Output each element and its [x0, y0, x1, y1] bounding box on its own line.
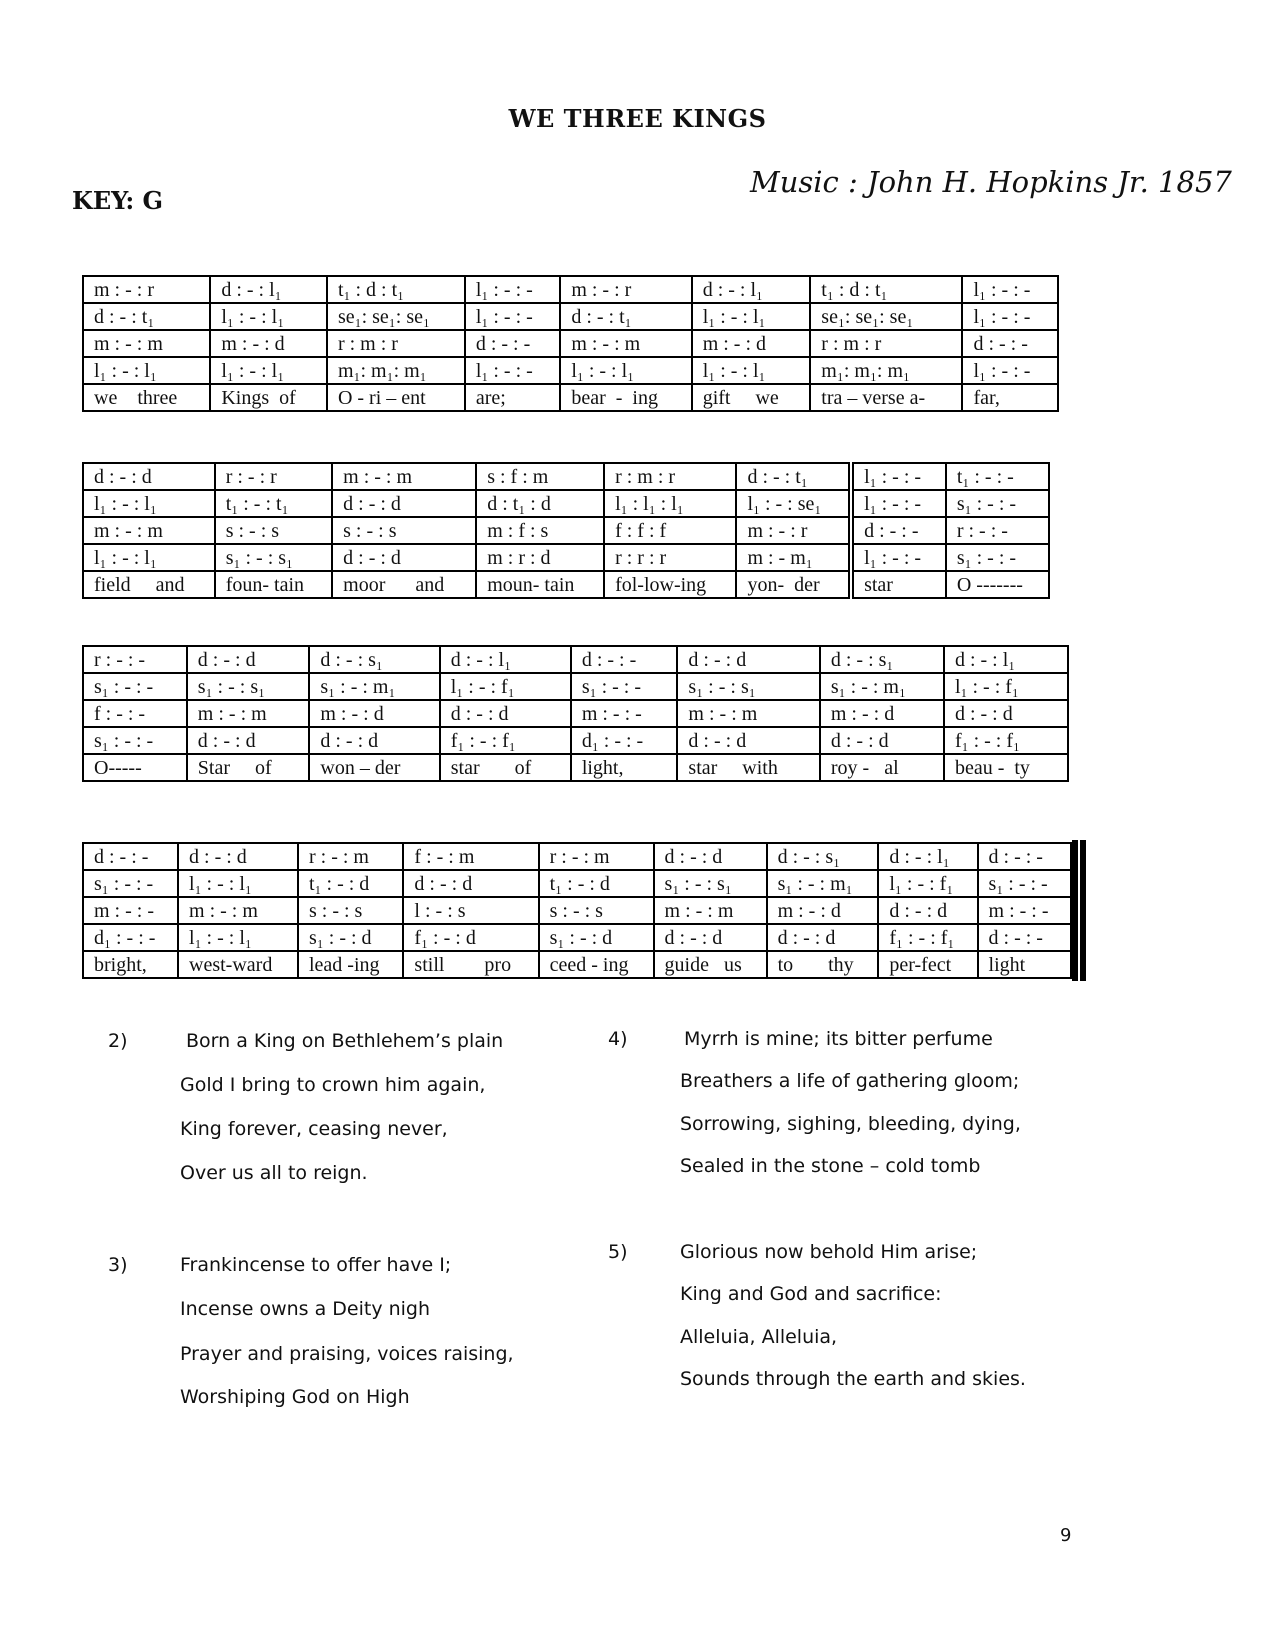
solfa-cell: l₁ : - : l₁ [210, 357, 327, 384]
lyrics-row [83, 571, 1049, 598]
verse-line: Worshiping God on High [180, 1386, 410, 1408]
solfa-cell: m : - : m [332, 463, 476, 490]
lyric-cell: ceed - ing [539, 951, 654, 978]
solfa-cell: l₁ : - : - [465, 357, 560, 384]
solfa-cell: m : - : d [820, 700, 944, 727]
solfa-cell: d : - : l₁ [440, 646, 571, 673]
solfa-cell: r : m : r [810, 330, 962, 357]
verse-line: Alleluia, Alleluia, [680, 1326, 838, 1348]
part-row [83, 330, 1058, 357]
solfa-cell: r : m : r [327, 330, 465, 357]
solfa-cell: d : - : d [677, 727, 819, 754]
part-row [83, 897, 1071, 924]
solfa-cell: s₁ : - : - [83, 673, 187, 700]
solfa-cell: m : - : m [560, 330, 691, 357]
verse-number: 4) [608, 1028, 628, 1050]
part-row [83, 924, 1071, 951]
solfa-cell: f₁ : - : f₁ [944, 727, 1068, 754]
lyric-cell: Kings of [210, 384, 327, 411]
solfa-cell: d : - : s₁ [767, 843, 879, 870]
lyric-cell: star of [440, 754, 571, 781]
verse-line: Glorious now behold Him arise; [680, 1241, 978, 1263]
solfa-cell: s₁ : - : - [946, 490, 1049, 517]
solfa-cell: m : - : m [187, 700, 310, 727]
verse-number: 5) [608, 1241, 628, 1263]
solfa-cell: f : - : - [83, 700, 187, 727]
solfa-cell: s₁ : - : - [571, 673, 678, 700]
solfa-cell: m : - : d [309, 700, 439, 727]
solfa-cell: l₁ : - : - [465, 276, 560, 303]
solfa-cell: d : - : d [83, 463, 215, 490]
solfa-cell: r : - : r [215, 463, 332, 490]
solfa-cell: m : - : - [571, 700, 678, 727]
verse-line: Sounds through the earth and skies. [680, 1368, 1026, 1390]
lyric-cell: foun- tain [215, 571, 332, 598]
solfa-cell: m : f : s [476, 517, 604, 544]
solfa-cell: d : - : d [332, 544, 476, 571]
lyric-cell: light, [571, 754, 678, 781]
lyrics-row [83, 384, 1058, 411]
solfa-cell: l₁ : - : l₁ [83, 544, 215, 571]
solfa-cell: l₁ : - : l₁ [178, 924, 298, 951]
solfa-cell: s₁ : - : m₁ [767, 870, 879, 897]
solfa-cell: d : - : - [83, 843, 178, 870]
part-row [83, 463, 1049, 490]
lyric-cell: beau - ty [944, 754, 1068, 781]
lyric-cell: to thy [767, 951, 879, 978]
lyric-cell: yon- der [736, 571, 851, 598]
part-row [83, 673, 1068, 700]
part-row [83, 303, 1058, 330]
solfa-cell: d : - : - [851, 517, 946, 544]
solfa-cell: l₁ : - : l₁ [83, 490, 215, 517]
page-number: 9 [1060, 1525, 1072, 1546]
lyrics-row [83, 951, 1071, 978]
solfa-cell: m : r : d [476, 544, 604, 571]
solfa-cell: m : - : r [83, 276, 210, 303]
lyric-cell: tra – verse a- [810, 384, 962, 411]
verse-line: Myrrh is mine; its bitter perfume [684, 1028, 993, 1050]
solfa-cell: l₁ : - : - [851, 463, 946, 490]
solfa-cell: s₁ : - : m₁ [820, 673, 944, 700]
lyric-cell: moun- tain [476, 571, 604, 598]
solfa-cell: t₁ : d : t₁ [327, 276, 465, 303]
lyric-cell: star [851, 571, 946, 598]
solfa-cell: d : - : s₁ [309, 646, 439, 673]
solfa-cell: t₁ : - : - [946, 463, 1049, 490]
solfa-cell: f₁ : - : f₁ [440, 727, 571, 754]
lyric-cell: roy - al [820, 754, 944, 781]
part-row [83, 727, 1068, 754]
solfa-cell: d : - : l₁ [692, 276, 811, 303]
solfa-cell: r : - : - [83, 646, 187, 673]
solfa-cell: r : - : m [298, 843, 403, 870]
verse-line: Gold I bring to crown him again, [180, 1074, 486, 1096]
solfa-cell: d : - : d [677, 646, 819, 673]
solfa-cell: l₁ : - : - [465, 303, 560, 330]
solfa-cell: s : - : s [332, 517, 476, 544]
part-row [83, 870, 1071, 897]
part-row [83, 544, 1049, 571]
lyric-cell: guide us [654, 951, 767, 978]
verse-line: Incense owns a Deity nigh [180, 1298, 431, 1320]
solfa-cell: m : - : m [654, 897, 767, 924]
solfa-cell: m₁: m₁: m₁ [327, 357, 465, 384]
page-title: WE THREE KINGS [508, 104, 767, 133]
solfa-cell: l₁ : - : l₁ [178, 870, 298, 897]
solfa-cell: s₁ : - : s₁ [677, 673, 819, 700]
solfa-cell: l : - : s [403, 897, 538, 924]
lyric-cell: won – der [309, 754, 439, 781]
solfa-cell: s₁ : - : s₁ [187, 673, 310, 700]
solfa-cell: d : - : d [654, 843, 767, 870]
solfa-cell: l₁ : - : - [962, 357, 1058, 384]
solfa-cell: f : - : m [403, 843, 538, 870]
solfa-cell: d₁ : - : - [83, 924, 178, 951]
solfa-cell: m : - : d [210, 330, 327, 357]
solfa-cell: l₁ : - : f₁ [440, 673, 571, 700]
solfa-system-1 [82, 275, 1059, 412]
solfa-cell: d : - : l₁ [944, 646, 1068, 673]
solfa-cell: s₁ : - : - [946, 544, 1049, 571]
verse-line: King forever, ceasing never, [180, 1118, 448, 1140]
solfa-cell: d : - : d [187, 646, 310, 673]
solfa-cell: d : - : d [878, 897, 977, 924]
solfa-system-2 [82, 462, 1050, 599]
solfa-cell: d : - : d [309, 727, 439, 754]
solfa-cell: l₁ : - : f₁ [878, 870, 977, 897]
solfa-cell: l₁ : - : - [962, 276, 1058, 303]
solfa-cell: d : t₁ : d [476, 490, 604, 517]
solfa-cell: s : - : s [215, 517, 332, 544]
verse-line: Born a King on Bethlehem’s plain [186, 1030, 504, 1052]
solfa-cell: t₁ : - : d [539, 870, 654, 897]
lyric-cell: we three [83, 384, 210, 411]
solfa-cell: l₁ : - : l₁ [210, 303, 327, 330]
verse-line: Over us all to reign. [180, 1162, 368, 1184]
solfa-cell: d : - : l₁ [878, 843, 977, 870]
solfa-cell: s₁ : - : m₁ [309, 673, 439, 700]
solfa-cell: d : - : t₁ [560, 303, 691, 330]
verse-line: King and God and sacrifice: [680, 1283, 942, 1305]
solfa-cell: d : - : d [767, 924, 879, 951]
solfa-cell: d : - : d [944, 700, 1068, 727]
solfa-cell: r : m : r [604, 463, 736, 490]
solfa-cell: s : - : s [539, 897, 654, 924]
solfa-cell: l₁ : - : - [962, 303, 1058, 330]
solfa-cell: s₁ : - : d [298, 924, 403, 951]
solfa-cell: m : - : - [978, 897, 1071, 924]
lyric-cell: still pro [403, 951, 538, 978]
solfa-cell: m : - : m [83, 330, 210, 357]
composer-credit: Music : John H. Hopkins Jr. 1857 [750, 165, 1232, 199]
solfa-cell: s₁ : - : - [83, 870, 178, 897]
solfa-cell: se₁: se₁: se₁ [327, 303, 465, 330]
lyric-cell: Star of [187, 754, 310, 781]
solfa-cell: s₁ : - : d [539, 924, 654, 951]
solfa-cell: d : - : l₁ [210, 276, 327, 303]
solfa-cell: s₁ : - : s₁ [654, 870, 767, 897]
solfa-cell: d : - : d [440, 700, 571, 727]
solfa-cell: se₁: se₁: se₁ [810, 303, 962, 330]
part-row [83, 357, 1058, 384]
solfa-cell: d : - : - [962, 330, 1058, 357]
solfa-cell: s₁ : - : s₁ [215, 544, 332, 571]
solfa-cell: f : f : f [604, 517, 736, 544]
solfa-cell: d : - : t₁ [736, 463, 851, 490]
verse-line: Breathers a life of gathering gloom; [680, 1070, 1020, 1092]
lyric-cell: lead -ing [298, 951, 403, 978]
lyric-cell: far, [962, 384, 1058, 411]
solfa-cell: f₁ : - : d [403, 924, 538, 951]
final-barline [1072, 840, 1086, 981]
lyric-cell: O ------- [946, 571, 1049, 598]
solfa-cell: d : - : d [178, 843, 298, 870]
solfa-cell: l₁ : l₁ : l₁ [604, 490, 736, 517]
lyrics-row [83, 754, 1068, 781]
solfa-cell: r : r : r [604, 544, 736, 571]
lyric-cell: gift we [692, 384, 811, 411]
lyric-cell: per-fect [878, 951, 977, 978]
lyric-cell: O----- [83, 754, 187, 781]
solfa-cell: l₁ : - : l₁ [692, 357, 811, 384]
verse-line: Sealed in the stone – cold tomb [680, 1155, 981, 1177]
solfa-cell: d : - : - [465, 330, 560, 357]
solfa-cell: t₁ : - : t₁ [215, 490, 332, 517]
solfa-cell: l₁ : - : l₁ [692, 303, 811, 330]
lyric-cell: bright, [83, 951, 178, 978]
solfa-cell: d : - : d [332, 490, 476, 517]
verse-number: 3) [108, 1254, 128, 1276]
solfa-cell: s : f : m [476, 463, 604, 490]
solfa-system-3 [82, 645, 1069, 782]
part-row [83, 843, 1071, 870]
solfa-cell: d : - : d [654, 924, 767, 951]
solfa-cell: l₁ : - : - [851, 490, 946, 517]
solfa-cell: l₁ : - : f₁ [944, 673, 1068, 700]
lyric-cell: moor and [332, 571, 476, 598]
solfa-cell: d : - : s₁ [820, 646, 944, 673]
verse-line: Frankincense to offer have I; [180, 1254, 452, 1276]
lyric-cell: west-ward [178, 951, 298, 978]
lyric-cell: star with [677, 754, 819, 781]
solfa-cell: m : - : d [692, 330, 811, 357]
solfa-cell: r : - : - [946, 517, 1049, 544]
part-row [83, 276, 1058, 303]
lyric-cell: field and [83, 571, 215, 598]
solfa-cell: d : - : d [187, 727, 310, 754]
solfa-cell: r : - : m [539, 843, 654, 870]
solfa-cell: d : - : - [571, 646, 678, 673]
solfa-cell: m : - : r [560, 276, 691, 303]
solfa-cell: d : - : d [820, 727, 944, 754]
lyric-cell: fol-low-ing [604, 571, 736, 598]
lyric-cell: bear - ing [560, 384, 691, 411]
solfa-cell: t₁ : - : d [298, 870, 403, 897]
solfa-cell: d : - : t₁ [83, 303, 210, 330]
part-row [83, 490, 1049, 517]
solfa-cell: m : - : r [736, 517, 851, 544]
solfa-cell: m : - : m [178, 897, 298, 924]
solfa-cell: l₁ : - : l₁ [560, 357, 691, 384]
part-row [83, 646, 1068, 673]
solfa-cell: l₁ : - : - [851, 544, 946, 571]
solfa-cell: d₁ : - : - [571, 727, 678, 754]
lyric-cell: light [978, 951, 1071, 978]
solfa-cell: m : - : - [83, 897, 178, 924]
verse-line: Prayer and praising, voices raising, [180, 1343, 514, 1365]
verse-line: Sorrowing, sighing, bleeding, dying, [680, 1113, 1021, 1135]
solfa-cell: s₁ : - : - [83, 727, 187, 754]
solfa-cell: d : - : - [978, 843, 1071, 870]
verse-number: 2) [108, 1030, 128, 1052]
solfa-cell: m : - : m [677, 700, 819, 727]
solfa-cell: m : - : m [83, 517, 215, 544]
part-row [83, 700, 1068, 727]
solfa-cell: m₁: m₁: m₁ [810, 357, 962, 384]
part-row [83, 517, 1049, 544]
solfa-cell: m : - m₁ [736, 544, 851, 571]
solfa-system-4 [82, 842, 1072, 979]
solfa-cell: d : - : d [403, 870, 538, 897]
solfa-cell: l₁ : - : l₁ [83, 357, 210, 384]
solfa-cell: l₁ : - : se₁ [736, 490, 851, 517]
key-signature: KEY: G [72, 186, 164, 215]
solfa-cell: m : - : d [767, 897, 879, 924]
solfa-cell: s₁ : - : - [978, 870, 1071, 897]
solfa-cell: s : - : s [298, 897, 403, 924]
lyric-cell: are; [465, 384, 560, 411]
lyric-cell: O - ri – ent [327, 384, 465, 411]
solfa-cell: d : - : - [978, 924, 1071, 951]
solfa-cell: f₁ : - : f₁ [878, 924, 977, 951]
solfa-cell: t₁ : d : t₁ [810, 276, 962, 303]
